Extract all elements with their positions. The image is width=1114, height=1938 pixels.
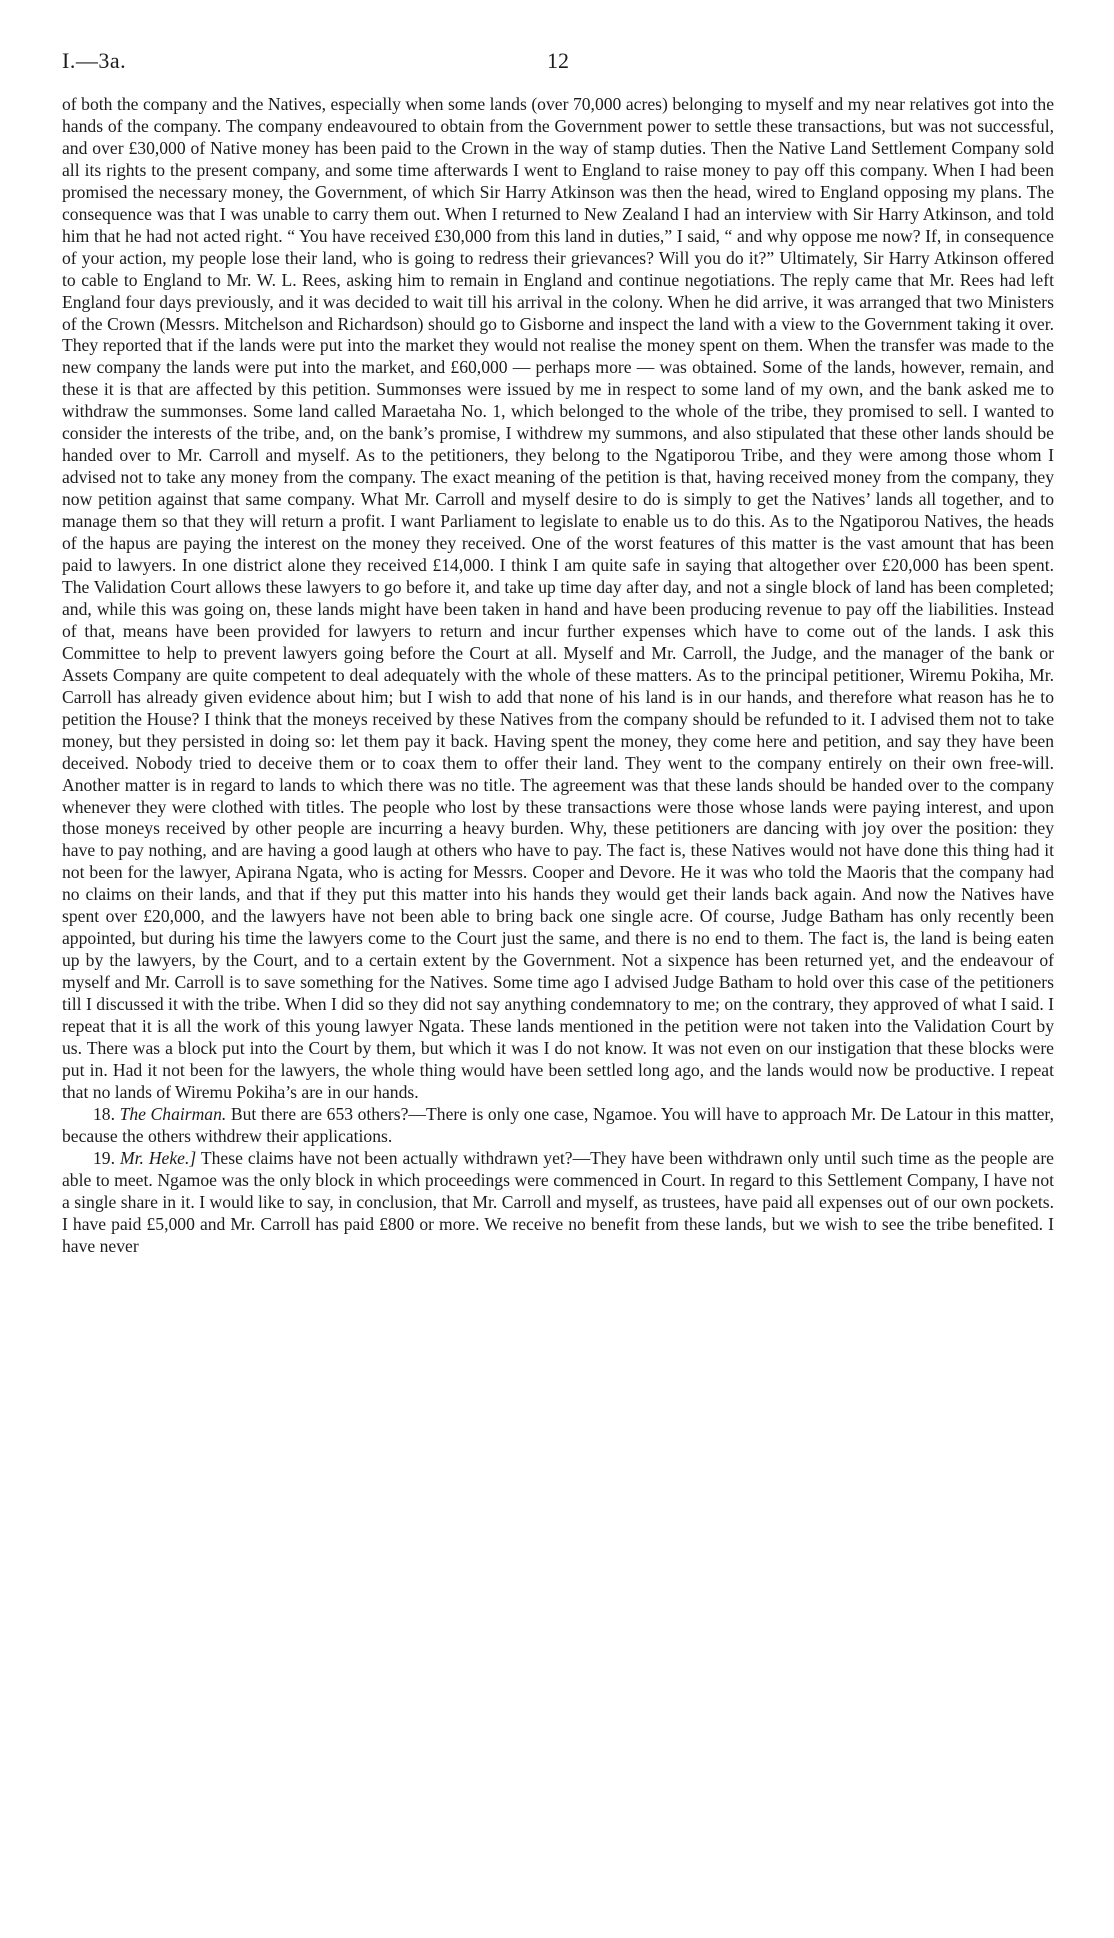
- question-18-number: 18.: [93, 1103, 115, 1124]
- page-header: [62, 48, 1054, 94]
- question-18-speaker: The Chairman.: [119, 1103, 227, 1124]
- question-18-text: But there are 653 others?—There is only one case, Ngamoe. You will have to approach Mr. De Latour in this matter, because the others withdrew their applications.: [62, 1103, 1054, 1146]
- question-18-paragraph: [62, 1104, 1054, 1148]
- question-19-number: 19.: [93, 1147, 115, 1168]
- document-reference: I.—3a.: [62, 48, 127, 73]
- document-page: [62, 48, 1054, 1908]
- continuation-paragraph: of both the company and the Natives, especially when some lands (over 70,000 acres) belonging to myself and my near relatives got into the hands of the company. The company endeavoured to obtain from the Government power to settle these transactions, but was not successful, and over £30,000 of Native money has been paid to the Crown in the way of stamp duties. Then the Native Land Settlement Company sold all its rights to the present company, and some time afterwards I went to England to raise money to pay off this company. When I had been promised the necessary money, the Government, of which Sir Harry Atkinson was then the head, wired to England opposing my plans. The consequence was that I was unable to carry them out. When I returned to New Zealand I had an interview with Sir Harry Atkinson, and told him that he had not acted right. “ You have received £30,000 from this land in duties,” I said, “ and why oppose me now? If, in consequence of your action, my people lose their land, who is going to redress their grievances? Will you do it?” Ultimately, Sir Harry Atkinson offered to cable to England to Mr. W. L. Rees, asking him to remain in England and continue negotiations. The reply came that Mr. Rees had left England four days previously, and it was decided to wait till his arrival in the colony. When he did arrive, it was arranged that two Ministers of the Crown (Messrs. Mitchelson and Richardson) should go to Gisborne and inspect the land with a view to the Government taking it over. They reported that if the lands were put into the market they would not realise the money spent on them. When the transfer was made to the new company the lands were put into the market, and £60,000 — perhaps more — was obtained. Some of the lands, however, remain, and these it is that are affected by this petition. Summonses were issued by me in respect to some land of my own, and the bank asked me to withdraw the summonses. Some land called Maraetaha No. 1, which belonged to the whole of the tribe, they promised to sell. I wanted to consider the interests of the tribe, and, on the bank’s promise, I withdrew my summons, and also stipulated that these other lands should be handed over to Mr. Carroll and myself. As to the petitioners, they belong to the Ngatiporou Tribe, and they were among those whom I advised not to take any money from the company. The exact meaning of the petition is that, having received money from the company, they now petition against that same company. What Mr. Carroll and myself desire to do is simply to get the Natives’ lands all together, and to manage them so that they will return a profit. I want Parliament to legislate to enable us to do this. As to the Ngatiporou Natives, the heads of the hapus are paying the interest on the money they received. One of the worst features of this matter is the vast amount that has been paid to lawyers. In one district alone they received £14,000. I think I am quite safe in saying that altogether over £20,000 has been spent. The Validation Court allows these lawyers to go before it, and take up time day after day, and not a single block of land has been completed; and, while this was going on, these lands might have been taken in hand and have been producing revenue to pay off the liabilities. Instead of that, means have been provided for lawyers to return and incur further expenses which have to come out of the lands. I ask this Committee to help to prevent lawyers going before the Court at all. Myself and Mr. Carroll, the Judge, and the manager of the bank or Assets Company are quite competent to deal adequately with the whole of these matters. As to the principal petitioner, Wiremu Pokiha, Mr. Carroll has already given evidence about him; but I wish to add that none of his land is in our hands, and therefore what reason has he to petition the House? I think that the moneys received by these Natives from the company should be refunded to it. I advised them not to take money, but they persisted in doing so: let them pay it back. Having spent the money, they come here and petition, and say they have been deceived. Nobody tried to deceive them or to coax them to offer their land. They went to the company entirely on their own free-will. Another matter is in regard to lands to which there was no title. The agreement was that these lands should be handed over to the company whenever they were clothed with titles. The people who lost by these transactions were those whose lands were paying interest, and upon those moneys received by other people are incurring a heavy burden. Why, these petitioners are dancing with joy over the position: they have to pay nothing, and are having a good laugh at others who have to pay. The fact is, these Natives would not have done this thing had it not been for the lawyer, Apirana Ngata, who is acting for Messrs. Cooper and Devore. He it was who told the Maoris that the company had no claims on their lands, and that if they put this matter into his hands they would get their lands back again. And now the Natives have spent over £20,000, and the lawyers have not been able to bring back one single acre. Of course, Judge Batham has only recently been appointed, but during his time the lawyers come to the Court just the same, and there is no end to them. The fact is, the land is being eaten up by the lawyers, by the Court, and to a certain extent by the Government. Not a sixpence has been returned yet, and the endeavour of myself and Mr. Carroll is to save something for the Natives. Some time ago I advised Judge Batham to hold over this case of the petitioners till I discussed it with the tribe. When I did so they did not say anything condemnatory to me; on the contrary, they approved of what I said. I repeat that it is all the work of this young lawyer Ngata. These lands mentioned in the petition were not taken into the Validation Court by us. There was a block put into the Court by them, but which it was I do not know. It was not even on our instigation that these blocks were put in. Had it not been for the lawyers, the whole thing would have been settled long ago, and the lands would now be productive. I repeat that no lands of Wiremu Pokiha’s are in our hands.: [62, 94, 1054, 1102]
- question-19-text: These claims have not been actually withdrawn yet?—They have been withdrawn only until such time as the people are able to meet. Ngamoe was the only block in which proceedings were commenced in Court. In regard to this Settlement Company, I have not a single share in it. I would like to say, in conclusion, that Mr. Carroll and myself, as trustees, have paid all expenses out of our own pockets. I have paid £5,000 and Mr. Carroll has paid £800 or more. We receive no benefit from these lands, but we wish to see the tribe benefited. I have never: [62, 1147, 1054, 1256]
- page-number: 12: [547, 48, 569, 73]
- question-19-paragraph: [62, 1148, 1054, 1258]
- question-19-speaker: Mr. Heke.]: [119, 1147, 197, 1168]
